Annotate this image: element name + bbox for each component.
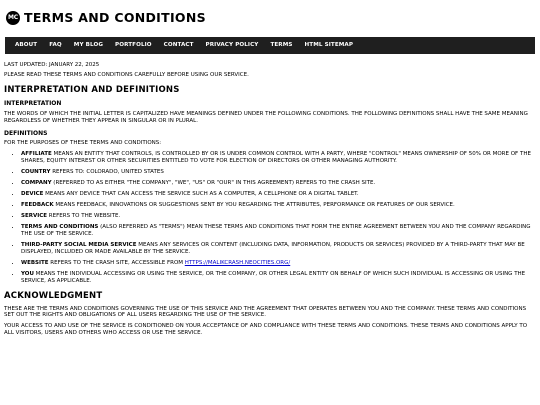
page-title: TERMS AND CONDITIONS [24, 10, 206, 26]
definition-term: WEBSITE [21, 260, 49, 267]
section-heading-interpretation-definitions: INTERPRETATION AND DEFINITIONS [4, 84, 180, 95]
nav-link-about[interactable]: ABOUT [15, 42, 38, 48]
definition-text: REFERS TO THE CRASH SITE, ACCESSIBLE FROM [48, 260, 185, 267]
acknowledgment-paragraph-1: THESE ARE THE TERMS AND CONDITIONS GOVERNING THE USE OF THIS SERVICE AND THE AGREEMENT THAT OPERATES BETWEEN YOU AND THE COMPANY. THESE TERMS AND CONDITIONS SET OUT THE RIGHTS AND OBLIGATIONS OF ALL USERS REGARDING THE USE OF THE SERVICE. [4, 305, 527, 319]
definition-term: AFFILIATE [21, 151, 52, 157]
definition-text: MEANS AN ENTITY THAT CONTROLS, IS CONTROLLED BY OR IS UNDER COMMON CONTROL WITH A PARTY, WHERE "CONTROL" MEANS OWNERSHIP OF 50% OR MORE OF THE SHARES, EQUITY INTEREST OR OTHER SECURITIES ENTITLED TO VOTE FOR ELECTION OF DIRECTORS OR OTHER MANAGING AUTHORITY. [21, 151, 531, 164]
nav-link-faq[interactable]: FAQ [49, 42, 62, 48]
definition-service [21, 213, 536, 220]
definition-term: TERMS AND CONDITIONS [21, 224, 99, 231]
main-content [0, 62, 540, 337]
definition-text: MEANS FEEDBACK, INNOVATIONS OR SUGGESTIONS SENT BY YOU REGARDING THE ATTRIBUTES, PERFORMANCE OR FEATURES OF OUR SERVICE. [53, 202, 455, 209]
definition-you [21, 271, 536, 285]
definition-feedback [21, 202, 536, 209]
definition-website [21, 260, 536, 267]
definition-affiliate [21, 151, 536, 165]
intro-text: PLEASE READ THESE TERMS AND CONDITIONS CAREFULLY BEFORE USING OUR SERVICE. [4, 71, 249, 78]
acknowledgment-paragraph-2: YOUR ACCESS TO AND USE OF THE SERVICE IS CONDITIONED ON YOUR ACCEPTANCE OF AND COMPLIANCE WITH THESE TERMS AND CONDITIONS. THESE TERMS AND CONDITIONS APPLY TO ALL VISITORS, USERS AND OTHERS WHO ACCESS OR USE THE SERVICE. [4, 323, 528, 337]
definition-text: (ALSO REFERRED AS "TERMS") MEAN THESE TERMS AND CONDITIONS THAT FORM THE ENTIRE AGREEMENT BETWEEN YOU AND THE COMPANY REGARDING THE USE OF THE SERVICE. [21, 224, 531, 238]
definitions-intro: FOR THE PURPOSES OF THESE TERMS AND CONDITIONS: [4, 140, 162, 147]
nav-link-portfolio[interactable]: PORTFOLIO [115, 42, 152, 48]
definition-third-party-social-media [21, 242, 536, 256]
definition-term: THIRD-PARTY SOCIAL MEDIA SERVICE [21, 242, 137, 249]
definition-text: (REFERRED TO AS EITHER "THE COMPANY", "WE", "US" OR "OUR" IN THIS AGREEMENT) REFERS TO THE CRASH SITE. [51, 180, 376, 186]
subheading-interpretation: INTERPRETATION [4, 100, 62, 108]
definition-device [21, 191, 536, 198]
site-logo[interactable]: MC [6, 11, 20, 25]
nav-link-my-blog[interactable]: MY BLOG [73, 42, 104, 48]
definition-text: REFERS TO: COLORADO, UNITED STATES [50, 168, 164, 175]
nav-link-terms[interactable]: TERMS [270, 42, 293, 48]
interpretation-text: THE WORDS OF WHICH THE INITIAL LETTER IS CAPITALIZED HAVE MEANINGS DEFINED UNDER THE FOLLOWING CONDITIONS. THE FOLLOWING DEFINITIONS SHALL HAVE THE SAME MEANING REGARDLESS OF WHETHER THEY APPEAR IN SINGULAR OR IN PLURAL. [4, 110, 528, 124]
nav-link-contact[interactable]: CONTACT [163, 42, 194, 48]
definition-text: REFERS TO THE WEBSITE. [47, 213, 121, 220]
definition-text: MEANS ANY DEVICE THAT CAN ACCESS THE SERVICE SUCH AS A COMPUTER, A CELLPHONE OR A DIGITAL TABLET. [43, 191, 359, 198]
definition-term: SERVICE [21, 213, 48, 220]
subheading-definitions: DEFINITIONS [4, 129, 48, 137]
definition-term: FEEDBACK [21, 202, 54, 209]
nav-link-privacy-policy[interactable]: PRIVACY POLICY [205, 42, 259, 48]
main-nav [5, 37, 535, 54]
definitions-list [4, 151, 536, 285]
section-heading-acknowledgment: ACKNOWLEDGMENT [4, 290, 103, 301]
website-link[interactable]: HTTPS://MALIKCRASH.NEOCITIES.ORG/ [184, 260, 291, 267]
definition-terms-and-conditions [21, 224, 536, 238]
last-updated: LAST UPDATED: JANUARY 22, 2025 [4, 62, 100, 68]
definition-term: COMPANY [21, 180, 52, 186]
definition-country [21, 169, 536, 176]
definition-text: MEANS ANY SERVICES OR CONTENT (INCLUDING DATA, INFORMATION, PRODUCTS OR SERVICES) PROVIDED BY A THIRD-PARTY THAT MAY BE DISPLAYED, INCLUDED OR MADE AVAILABLE BY THE SERVICE. [21, 242, 525, 256]
definition-term: COUNTRY [21, 168, 51, 175]
definition-company [21, 180, 536, 187]
nav-link-html-sitemap[interactable]: HTML SITEMAP [304, 42, 354, 48]
definition-term: DEVICE [21, 191, 44, 198]
site-header [0, 0, 540, 29]
definition-text: MEANS THE INDIVIDUAL ACCESSING OR USING THE SERVICE, OR THE COMPANY, OR OTHER LEGAL ENTITY ON BEHALF OF WHICH SUCH INDIVIDUAL IS ACCESSING OR USING THE SERVICE, AS APPLICABLE. [21, 271, 526, 285]
definition-term: YOU [21, 271, 34, 278]
